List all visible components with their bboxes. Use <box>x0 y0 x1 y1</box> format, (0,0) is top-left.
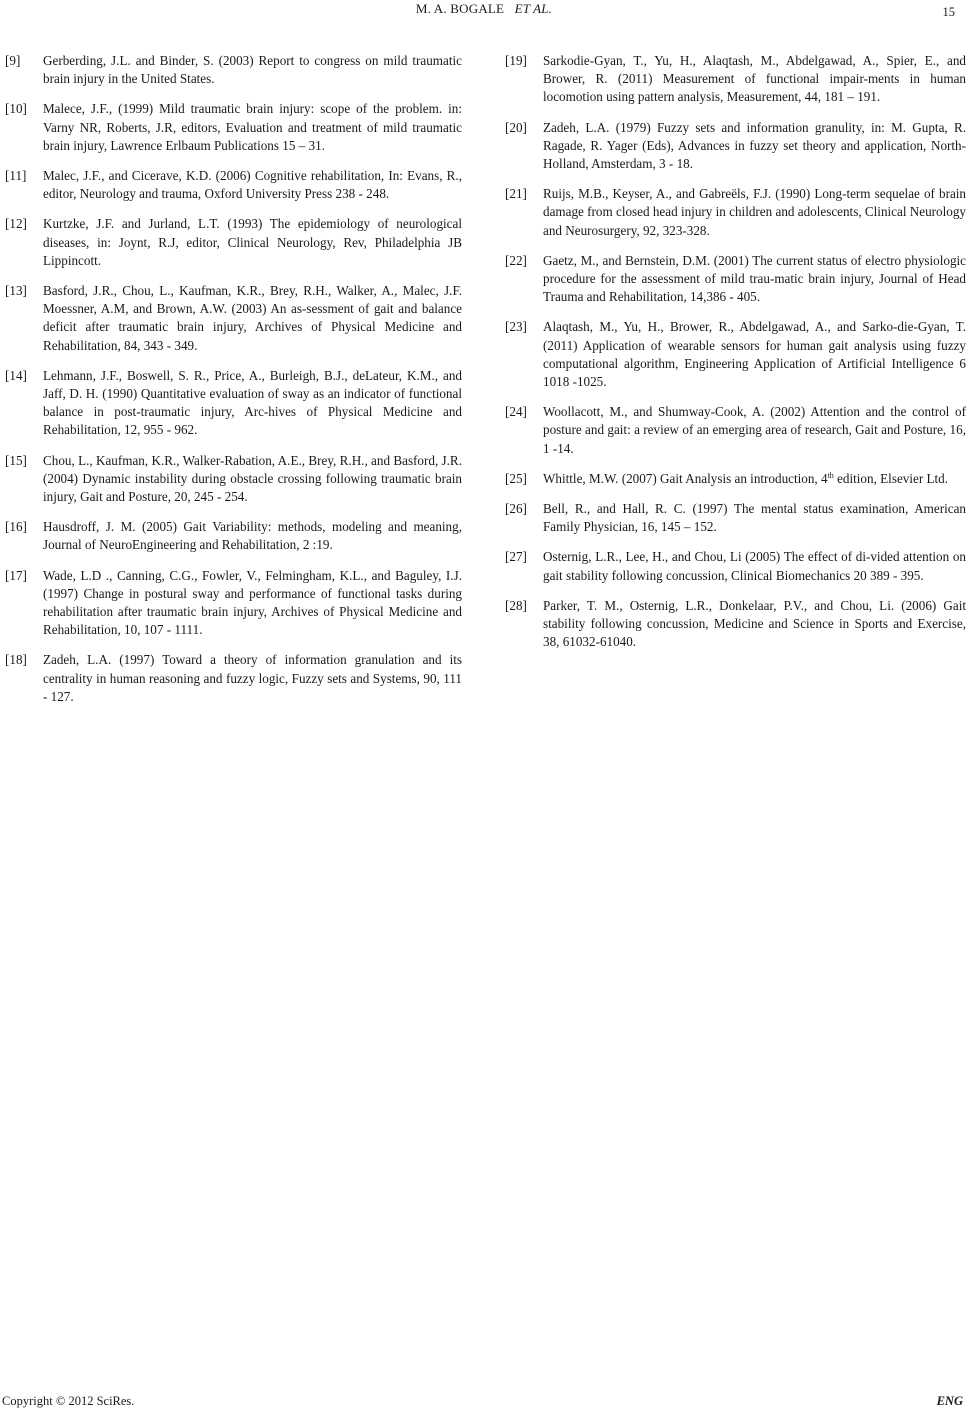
reference-number: [21] <box>505 186 527 202</box>
reference-item <box>5 567 462 640</box>
reference-item <box>505 252 966 307</box>
reference-number: [26] <box>505 501 527 517</box>
reference-item <box>5 52 462 88</box>
page-number: 15 <box>942 5 955 19</box>
superscript-suffix: th <box>827 470 834 480</box>
reference-text: Malece, J.F., (1999) Mild traumatic brain injury: scope of the problem. in: Varny NR, Roberts, J.R, editors, Evaluation and treatment of mild traumatic brain injury, Lawrence Erlbaum Publications 15 – 31. <box>43 101 462 153</box>
reference-item <box>505 185 966 240</box>
references-right-column <box>505 52 966 663</box>
reference-number: [12] <box>5 216 27 232</box>
header-et-al: ET AL. <box>514 1 553 16</box>
reference-number: [23] <box>505 319 527 335</box>
reference-number: [13] <box>5 283 27 299</box>
reference-text: Sarkodie-Gyan, T., Yu, H., Alaqtash, M., Abdelgawad, A., Spier, E., and Brower, R. (2011) Measurement of functional impair-ments in human locomotion using pattern analysis, Measurement, 44, 181 – 191. <box>543 53 966 105</box>
page-footer <box>0 1394 968 1412</box>
reference-number: [25] <box>505 470 527 486</box>
reference-text: Zadeh, L.A. (1979) Fuzzy sets and information granulity, in: M. Gupta, R. Ragade, R. Yager (Eds), Advances in fuzzy set theory and application, North-Holland, Amsterdam, 3 - 18. <box>543 119 966 172</box>
reference-number: [10] <box>5 101 27 117</box>
reference-text: Gerberding, J.L. and Binder, S. (2003) Report to congress on mild traumatic brain injury in the United States. <box>43 53 462 87</box>
reference-text: Lehmann, J.F., Boswell, S. R., Price, A., Burleigh, B.J., deLateur, K.M., and Jaff, D. H. (1990) Quantitative evaluation of sway as an indicator of functional balance in post-traumatic injury, Arc-hives of Physical Medicine and Rehabilitation, 12, 955 - 962. <box>43 367 462 438</box>
reference-number: [22] <box>505 252 527 268</box>
reference-text: Alaqtash, M., Yu, H., Brower, R., Abdelgawad, A., and Sarko-die-Gyan, T. (2011) Application of wearable sensors for human gait analysis using fuzzy computational algorithm, Engineering Application of Artificial Intelligence 6 1018 -1025. <box>543 319 966 390</box>
reference-item <box>5 167 462 203</box>
reference-item <box>5 651 462 706</box>
reference-item <box>505 403 966 458</box>
reference-text: Malec, J.F., and Cicerave, K.D. (2006) Cognitive rehabilitation, In: Evans, R., editor, Neurology and trauma, Oxford University Press 238 - 248. <box>43 168 462 202</box>
reference-text: Ruijs, M.B., Keyser, A., and Gabreëls, F.J. (1990) Long-term sequelae of brain damage from closed head injury in children and adolescents, Clinical Neurology and Neurosurgery, 92, 323-328. <box>543 186 966 238</box>
reference-text: Basford, J.R., Chou, L., Kaufman, K.R., Brey, R.H., Walker, A., Malec, J.F. Moessner, A.M, and Brown, A.W. (2003) An as-sessment of gait and balance deficit after traumatic brain injury, Archives of Physical Medicine and Rehabilitation, 84, 343 - 349. <box>43 283 462 353</box>
copyright-notice: Copyright © 2012 SciRes. <box>2 1394 135 1408</box>
reference-number: [16] <box>5 519 27 535</box>
reference-item <box>505 119 966 174</box>
reference-text-main: Whittle, M.W. (2007) Gait Analysis an introduction, 4 <box>543 470 828 486</box>
reference-item <box>5 518 462 554</box>
references-left-column <box>5 52 462 718</box>
reference-number: [15] <box>5 452 27 468</box>
reference-number: [24] <box>505 404 527 420</box>
reference-number: [14] <box>5 367 27 383</box>
reference-number: [11] <box>5 168 27 184</box>
running-title <box>0 1 968 17</box>
reference-number: [19] <box>505 53 527 68</box>
header-authors: M. A. BOGALE <box>415 1 505 16</box>
reference-number: [9] <box>5 53 21 68</box>
reference-number: [20] <box>505 119 527 135</box>
reference-item <box>505 318 966 391</box>
reference-text: Zadeh, L.A. (1997) Toward a theory of information granulation and its centrality in human reasoning and fuzzy logic, Fuzzy sets and Systems, 90, 111 - 127. <box>43 652 462 704</box>
reference-number: [27] <box>505 549 527 565</box>
running-header <box>0 0 968 22</box>
reference-text-tail: edition, Elsevier Ltd. <box>833 470 949 486</box>
reference-item <box>5 452 462 507</box>
reference-text: Osternig, L.R., Lee, H., and Chou, Li (2005) The effect of di-vided attention on gait stability following concussion, Clinical Biomechanics 20 389 - 395. <box>543 549 966 583</box>
reference-item <box>5 215 462 270</box>
reference-text: Gaetz, M., and Bernstein, D.M. (2001) The current status of electro physiologic procedure for the assessment of mild trau-matic brain injury, Journal of Head Trauma and Rehabilitation, 14,386 - 405. <box>543 252 966 305</box>
reference-number: [17] <box>5 567 27 583</box>
reference-number: [18] <box>5 652 27 668</box>
reference-item <box>5 367 462 440</box>
reference-item <box>505 470 966 488</box>
reference-number: [28] <box>505 597 527 613</box>
reference-text: Bell, R., and Hall, R. C. (1997) The mental status examination, American Family Physician, 16, 145 – 152. <box>543 501 966 535</box>
reference-item <box>5 100 462 155</box>
reference-text: Wade, L.D ., Canning, C.G., Fowler, V., Felmingham, K.L., and Baguley, I.J. (1997) Change in postural sway and performance of functional tasks during rehabilitation after traumatic brain injury, Archives of Physical Medicine and Rehabilitation, 10, 107 - 1111. <box>43 567 462 638</box>
reference-text: Chou, L., Kaufman, K.R., Walker-Rabation, A.E., Brey, R.H., and Basford, J.R.(2004) Dynamic instability during obstacle crossing following traumatic brain injury, Gait and Posture, 20, 245 - 254. <box>43 452 462 505</box>
reference-text: Kurtzke, J.F. and Jurland, L.T. (1993) The epidemiology of neurological diseases, in: Joynt, R.J, editor, Clinical Neurology, Rev, Philadelphia JB Lippincott. <box>43 216 462 268</box>
reference-item <box>505 597 966 652</box>
reference-item <box>505 548 966 584</box>
reference-text <box>543 471 948 486</box>
reference-text: Parker, T. M., Osternig, L.R., Donkelaar, P.V., and Chou, Li. (2006) Gait stability following concussion, Medicine and Science in Sports and Exercise, 38, 61032-61040. <box>543 597 966 650</box>
reference-text: Hausdroff, J. M. (2005) Gait Variability: methods, modeling and meaning, Journal of NeuroEngineering and Rehabilitation, 2 :19. <box>43 519 462 553</box>
reference-item <box>505 52 966 107</box>
reference-text: Woollacott, M., and Shumway-Cook, A. (2002) Attention and the control of posture and gait: a review of an emerging area of research, Gait and Posture, 16, 1 -14. <box>543 404 966 456</box>
reference-item <box>505 500 966 536</box>
journal-abbreviation: ENG <box>936 1394 963 1408</box>
reference-item <box>5 282 462 355</box>
